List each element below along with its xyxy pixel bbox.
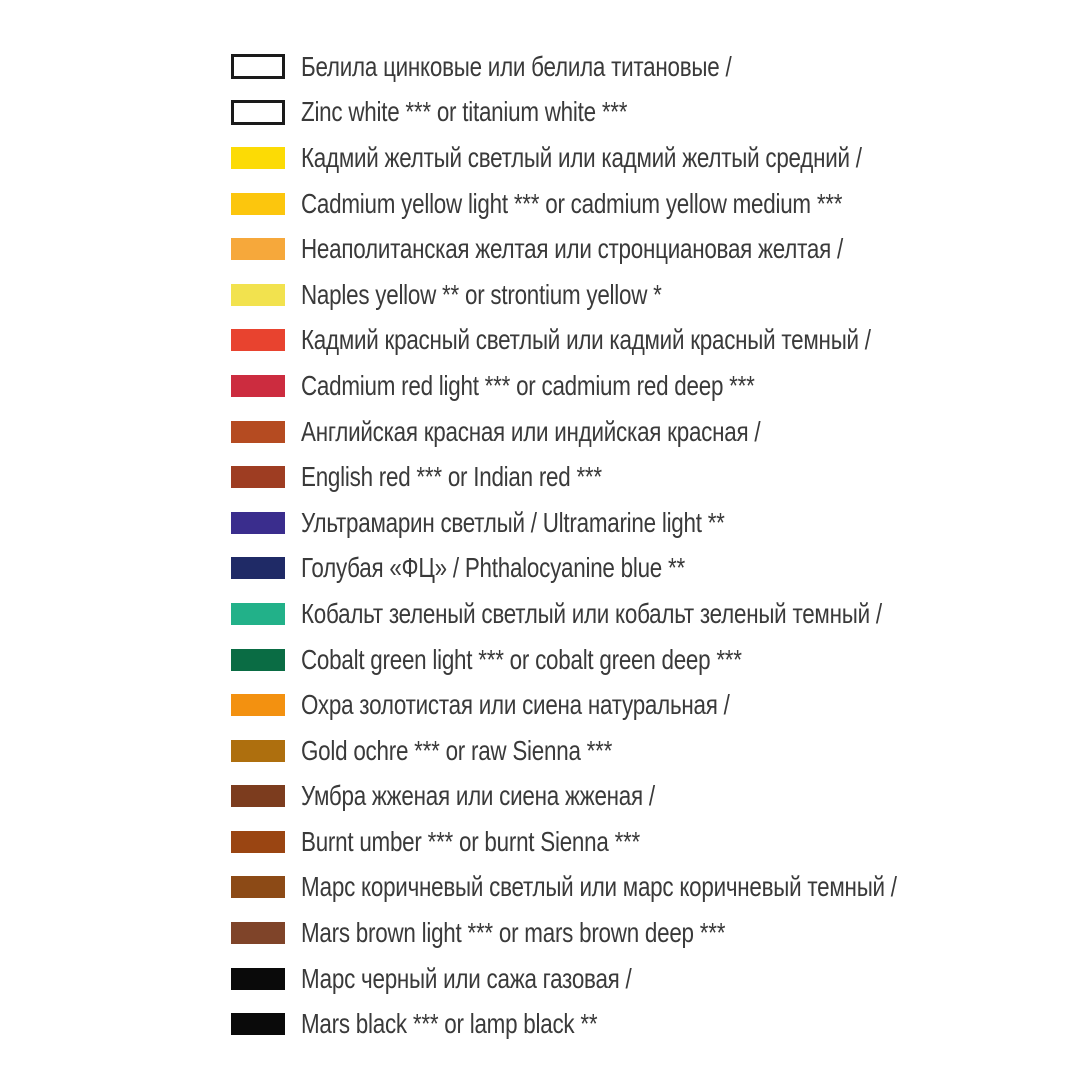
color-swatch-burnt-umber-or-burnt-sienna-ru [231, 785, 285, 807]
legend-row-cadmium-yellow-en [231, 181, 1046, 227]
color-swatch-english-or-indian-red-ru [231, 421, 285, 443]
legend-row-gold-ochre-or-raw-sienna-ru [231, 682, 1046, 728]
legend-row-naples-or-strontium-yellow-ru [231, 226, 1046, 272]
color-swatch-cadmium-yellow-en [231, 193, 285, 215]
legend-row-cadmium-red-ru [231, 318, 1046, 364]
legend-row-mars-brown-ru [231, 865, 1046, 911]
color-label: Ультрамарин светлый / Ultramarine light ** [301, 506, 725, 538]
legend-row-naples-or-strontium-yellow-en [231, 272, 1046, 318]
color-swatch-mars-or-lamp-black-en [231, 1013, 285, 1035]
legend-row-zinc-or-titanium-white-en [231, 90, 1046, 136]
color-swatch-burnt-umber-or-burnt-sienna-en [231, 831, 285, 853]
color-label: Cobalt green light *** or cobalt green deep *** [301, 643, 742, 675]
color-label: Белила цинковые или белила титановые / [301, 50, 732, 82]
color-label: Naples yellow ** or strontium yellow * [301, 278, 662, 310]
color-swatch-phthalocyanine-blue [231, 557, 285, 579]
legend-row-gold-ochre-or-raw-sienna-en [231, 728, 1046, 774]
paint-color-legend [231, 44, 1046, 1047]
legend-row-ultramarine-light [231, 500, 1046, 546]
color-swatch-mars-brown-ru [231, 876, 285, 898]
color-swatch-cobalt-green-ru [231, 603, 285, 625]
color-label: Cadmium red light *** or cadmium red deep *** [301, 369, 755, 401]
color-swatch-gold-ochre-or-raw-sienna-ru [231, 694, 285, 716]
color-swatch-ultramarine-light [231, 512, 285, 534]
legend-row-mars-brown-en [231, 910, 1046, 956]
color-swatch-english-or-indian-red-en [231, 466, 285, 488]
legend-row-phthalocyanine-blue [231, 546, 1046, 592]
legend-row-mars-or-lamp-black-ru [231, 956, 1046, 1002]
color-label: Умбра жженая или сиена жженая / [301, 780, 655, 812]
color-swatch-zinc-or-titanium-white-en [231, 100, 285, 125]
color-label: Английская красная или индийская красная / [301, 415, 761, 447]
color-label: Голубая «ФЦ» / Phthalocyanine blue ** [301, 552, 685, 584]
legend-row-cobalt-green-ru [231, 591, 1046, 637]
color-swatch-cobalt-green-en [231, 649, 285, 671]
legend-row-cobalt-green-en [231, 637, 1046, 683]
legend-row-cadmium-yellow-ru [231, 135, 1046, 181]
color-label: Кадмий красный светлый или кадмий красный темный / [301, 324, 871, 356]
legend-row-burnt-umber-or-burnt-sienna-ru [231, 774, 1046, 820]
color-swatch-naples-or-strontium-yellow-en [231, 284, 285, 306]
color-swatch-zinc-or-titanium-white-ru [231, 54, 285, 79]
legend-row-burnt-umber-or-burnt-sienna-en [231, 819, 1046, 865]
color-label: Марс коричневый светлый или марс коричневый темный / [301, 871, 897, 903]
color-label: Gold ochre *** or raw Sienna *** [301, 734, 613, 766]
legend-row-mars-or-lamp-black-en [231, 1001, 1046, 1047]
color-label: Марс черный или сажа газовая / [301, 962, 632, 994]
color-label: Mars brown light *** or mars brown deep *** [301, 917, 726, 949]
color-label: Неаполитанская желтая или стронциановая желтая / [301, 233, 843, 265]
color-swatch-cadmium-yellow-ru [231, 147, 285, 169]
color-label: Cadmium yellow light *** or cadmium yellow medium *** [301, 187, 843, 219]
legend-row-zinc-or-titanium-white-ru [231, 44, 1046, 90]
color-label: Mars black *** or lamp black ** [301, 1008, 598, 1040]
color-label: Zinc white *** or titanium white *** [301, 96, 628, 128]
color-label: Охра золотистая или сиена натуральная / [301, 689, 730, 721]
legend-row-cadmium-red-en [231, 363, 1046, 409]
color-swatch-mars-or-lamp-black-ru [231, 968, 285, 990]
color-swatch-gold-ochre-or-raw-sienna-en [231, 740, 285, 762]
legend-row-english-or-indian-red-ru [231, 409, 1046, 455]
color-label: English red *** or Indian red *** [301, 461, 602, 493]
color-label: Кадмий желтый светлый или кадмий желтый средний / [301, 141, 862, 173]
color-swatch-mars-brown-en [231, 922, 285, 944]
color-swatch-cadmium-red-en [231, 375, 285, 397]
color-label: Кобальт зеленый светлый или кобальт зеленый темный / [301, 597, 882, 629]
legend-row-english-or-indian-red-en [231, 454, 1046, 500]
color-swatch-cadmium-red-ru [231, 329, 285, 351]
color-swatch-naples-or-strontium-yellow-ru [231, 238, 285, 260]
color-label: Burnt umber *** or burnt Sienna *** [301, 825, 640, 857]
